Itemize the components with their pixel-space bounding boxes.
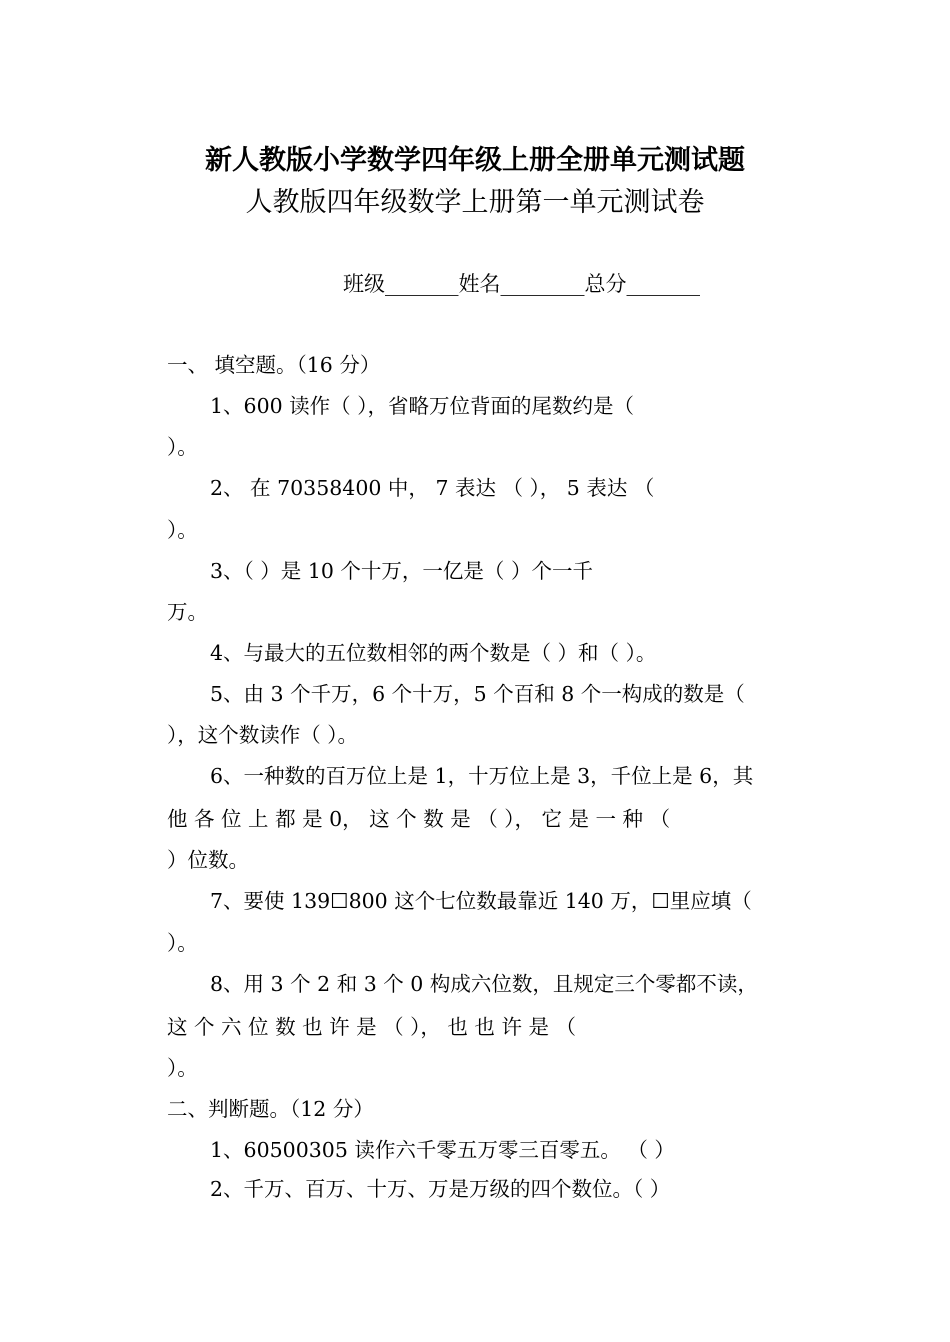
question-line: 7、要使 139☐800 这个七位数最靠近 140 万，☐里应填（ bbox=[210, 889, 752, 913]
student-info-line: 班级_______姓名________总分_______ bbox=[343, 272, 700, 296]
question-line: 2、千万、百万、十万、万是万级的四个数位。（ ） bbox=[210, 1177, 671, 1201]
question-line: 4、与最大的五位数相邻的两个数是（ ）和（ ）。 bbox=[210, 641, 657, 665]
question-line: 5、由 3 个千万，6 个十万，5 个百和 8 个一构成的数是（ bbox=[210, 682, 745, 706]
question-line: ）位数。 bbox=[167, 848, 249, 872]
question-line: 他 各 位 上 都 是 0， 这 个 数 是 （ ）， 它 是 一 种 （ bbox=[167, 807, 671, 831]
document-subtitle: 人教版四年级数学上册第一单元测试卷 bbox=[245, 187, 705, 218]
question-line: ）。 bbox=[167, 931, 198, 955]
question-line: 3、（ ）是 10 个十万，一亿是（ ）个一千 bbox=[210, 559, 593, 583]
question-line: ）。 bbox=[167, 435, 198, 459]
question-line: 8、用 3 个 2 和 3 个 0 构成六位数，且规定三个零都不读， bbox=[210, 972, 758, 996]
section-heading-fill-blank: 一、 填空题。（16 分） bbox=[167, 353, 381, 377]
question-line: 1、60500305 读作六千零五万零三百零五。 （ ） bbox=[210, 1138, 675, 1162]
question-line: 这 个 六 位 数 也 许 是 （ ）， 也 也 许 是 （ bbox=[167, 1015, 576, 1039]
question-line: 6、一种数的百万位上是 1，十万位上是 3，千位上是 6，其 bbox=[210, 764, 754, 788]
document-title: 新人教版小学数学四年级上册全册单元测试题 bbox=[205, 145, 745, 176]
question-line: 1、600 读作（ ），省略万位背面的尾数约是（ bbox=[210, 394, 634, 418]
question-line: ）。 bbox=[167, 1056, 198, 1080]
question-line: ）。 bbox=[167, 518, 198, 542]
question-line: 万。 bbox=[167, 600, 208, 624]
section-heading-true-false: 二、判断题。（12 分） bbox=[167, 1097, 374, 1121]
question-line: ），这个数读作（ ）。 bbox=[167, 723, 359, 747]
question-line: 2、 在 70358400 中， 7 表达 （ ）， 5 表达 （ bbox=[210, 476, 655, 500]
